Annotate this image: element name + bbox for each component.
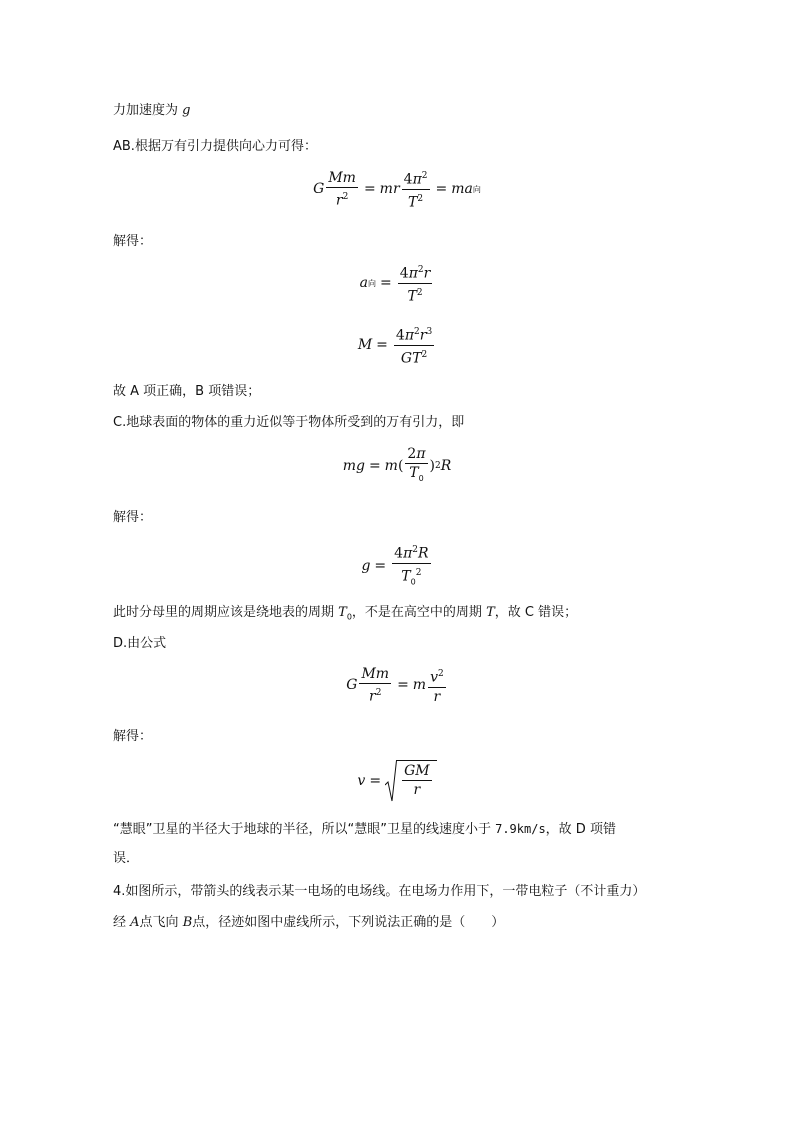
eq5-T-sub: 0: [410, 577, 416, 587]
c-intro: C.地球表面的物体的重力近似等于物体所受到的万有引力，即: [113, 415, 465, 430]
eq1-T: T: [408, 194, 418, 211]
eq1-G: G: [313, 181, 325, 198]
eq3-equals: =: [376, 337, 388, 354]
q4-part-3: 点，径迹如图中虚线所示，下列说法正确的是（ ）: [192, 915, 505, 930]
text-line-accel: [113, 102, 190, 120]
eq4-pi: π: [416, 446, 426, 462]
eq2-pi-exp: 2: [417, 265, 424, 275]
eq1-equals-2: =: [435, 181, 448, 198]
eq2-T: T: [407, 288, 417, 305]
eq5-equals: =: [374, 558, 387, 575]
equation-velocity: [0, 760, 794, 802]
eq2-xiang: 向: [368, 278, 377, 288]
solve-label-2: 解得：: [113, 510, 153, 525]
c-conc-T: T: [338, 605, 347, 620]
eq7-r: r: [413, 782, 421, 798]
eq4-exp: 2: [435, 461, 441, 472]
eq1-den-r: r: [335, 192, 343, 209]
eq6-den-r: r: [369, 688, 376, 705]
d-conclusion-line2: 误．: [113, 851, 140, 866]
eq3-T: T: [412, 350, 422, 367]
eq5-frac: [392, 542, 430, 590]
eq1-num: Mm: [328, 169, 356, 186]
q4-point-B: B: [182, 915, 193, 930]
eq6-num: Mm: [361, 666, 390, 682]
equation-orbital-velocity-base: [0, 666, 794, 705]
eq6-frac-mm: [359, 666, 391, 705]
eq4-two: 2: [407, 446, 417, 462]
eq2-a: a: [359, 275, 369, 292]
eq6-r: r: [433, 688, 441, 705]
radical-icon: [385, 760, 397, 802]
eq2-frac: [398, 262, 433, 304]
accel-text: 力加速度为: [113, 103, 179, 118]
eq5-pi: π: [403, 545, 413, 562]
eq6-frac-v2r: [428, 666, 446, 705]
eq2-equals: =: [380, 275, 392, 292]
eq7-v: v: [357, 773, 366, 789]
var-g: g: [182, 103, 191, 118]
eq7-equals: =: [369, 773, 382, 789]
eq4-m: m: [384, 458, 398, 475]
eq1-equals-1: =: [363, 181, 376, 198]
eq4-lparen: (: [397, 458, 404, 475]
eq3-r: r: [419, 327, 427, 344]
eq6-m: m: [412, 677, 427, 694]
eq4-frac: [405, 446, 427, 487]
eq4-T-sub: 0: [418, 473, 424, 483]
question-4-line2: [113, 914, 504, 932]
eq6-v-exp: 2: [438, 669, 444, 679]
eq4-rparen: ): [429, 458, 436, 475]
q4-point-A: A: [130, 915, 140, 930]
eq1-mr: mr: [379, 181, 400, 198]
q4-part-1: 经: [113, 915, 127, 930]
d-conc-speed: 7.9km/s: [495, 822, 546, 836]
d-intro: D.由公式: [113, 636, 167, 651]
question-4-line1: 4.如图所示，带箭头的线表示某一电场的电场线。在电场力作用下，一带电粒子（不计重力）: [113, 884, 646, 899]
eq3-pi-exp: 2: [414, 327, 420, 337]
q4-part-2: 点飞向: [139, 915, 179, 930]
d-conclusion-line1: [113, 820, 616, 839]
equation-mass: [0, 324, 794, 366]
eq6-equals: =: [397, 677, 409, 694]
eq4-T: T: [409, 465, 419, 481]
eq5-T: T: [401, 568, 411, 585]
eq4-mg: mg: [342, 458, 365, 475]
eq3-pi: π: [404, 327, 415, 344]
eq1-xiang: 向: [472, 184, 481, 194]
c-conc-part-a: 此时分母里的周期应该是绕地表的周期: [113, 605, 335, 620]
eq2-four: 4: [399, 265, 409, 282]
eq1-den-exp: 2: [342, 191, 349, 202]
sqrt-sign: [385, 760, 437, 802]
eq1-pi-exp: 2: [421, 171, 428, 181]
eq6-den-exp: 2: [375, 688, 382, 698]
solve-label-1: 解得：: [113, 234, 153, 249]
eq3-frac: [394, 324, 434, 366]
c-conc-part-b: ，不是在高空中的周期: [351, 605, 482, 620]
eq1-frac-mm-r2: [326, 170, 358, 209]
solve-label-3: 解得：: [113, 729, 153, 744]
equation-centripetal-accel: [0, 262, 794, 304]
eq2-pi: π: [408, 265, 418, 282]
eq3-G: G: [400, 350, 413, 367]
eq6-G: G: [346, 677, 358, 694]
eq1-four: 4: [403, 171, 413, 188]
eq7-GM: GM: [404, 763, 430, 779]
ab-intro: AB.根据万有引力提供向心力可得：: [113, 139, 317, 154]
c-conc-part-c: ，故 C 错误；: [494, 605, 578, 620]
eq7-frac: [402, 763, 432, 798]
eq3-T-exp: 2: [421, 349, 428, 360]
eq3-M: M: [357, 337, 373, 354]
equation-gravity-centripetal: [0, 168, 794, 210]
eq5-g: g: [361, 558, 371, 575]
eq5-T-exp: 2: [415, 567, 422, 578]
eq4-equals: =: [368, 458, 381, 475]
ab-conclusion: 故 A 项正确，B 项错误；: [113, 384, 261, 399]
d-conc-part-b: ，故 D 项错: [545, 822, 616, 837]
eq3-four: 4: [395, 327, 405, 344]
equation-surface-gravity: [0, 446, 794, 487]
d-conc-part-a: “慧眼”卫星的半径大于地球的半径，所以“慧眼”卫星的线速度小于: [113, 822, 491, 837]
eq1-pi: π: [412, 171, 422, 188]
eq2-T-exp: 2: [416, 287, 423, 298]
eq1-T-exp: 2: [417, 193, 424, 204]
eq5-pi-exp: 2: [412, 545, 418, 555]
c-conc-T-sub: 0: [346, 612, 352, 622]
c-conc-T2: T: [486, 605, 495, 620]
eq1-frac-4pi2-t2: [402, 168, 430, 210]
eq6-v: v: [430, 669, 438, 686]
c-conclusion: [113, 604, 577, 627]
eq5-four: 4: [394, 545, 404, 562]
eq2-r: r: [423, 265, 431, 282]
eq4-R: R: [440, 458, 452, 475]
eq3-r-exp: 3: [426, 327, 433, 337]
eq1-ma: ma: [451, 181, 473, 198]
eq5-R: R: [418, 545, 429, 562]
equation-g: [0, 542, 794, 590]
